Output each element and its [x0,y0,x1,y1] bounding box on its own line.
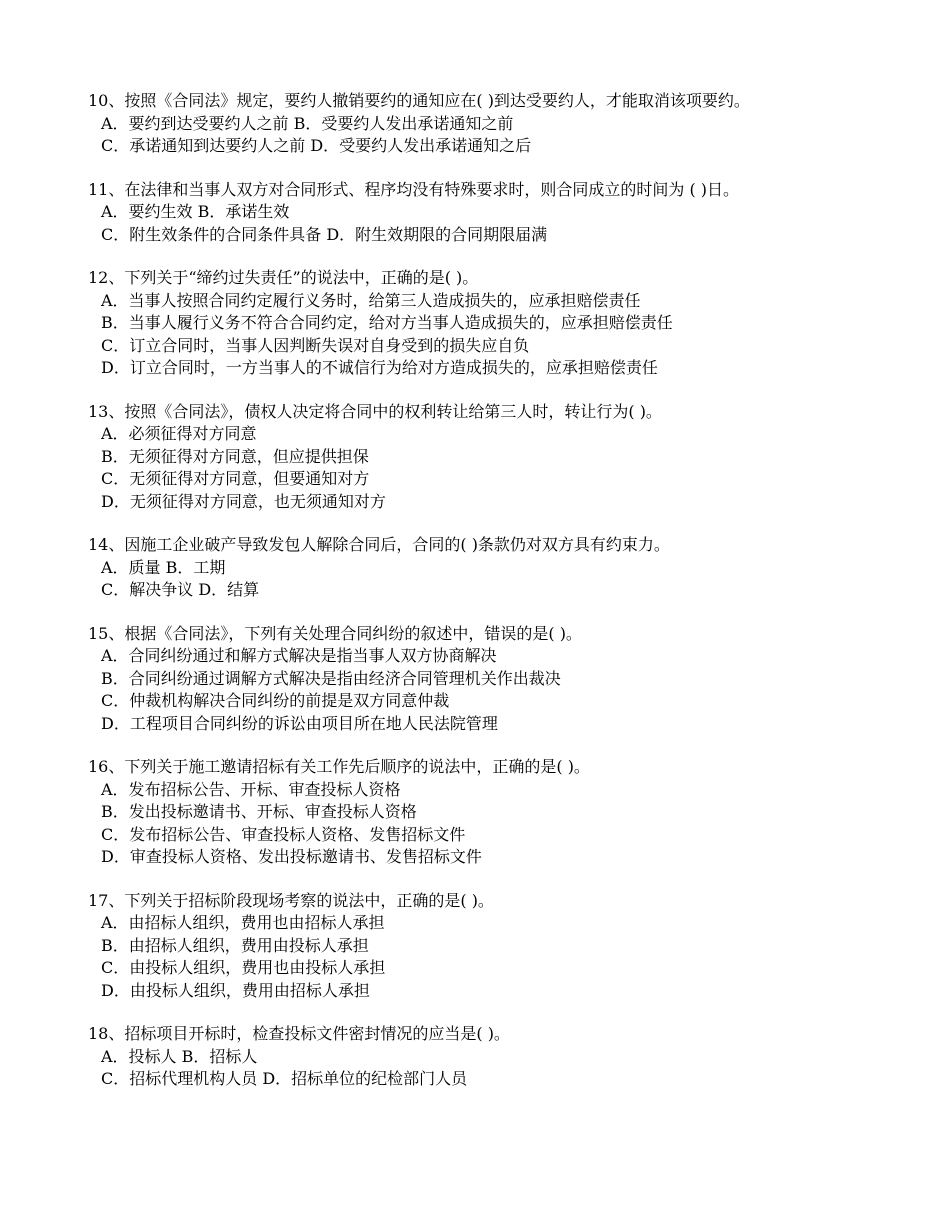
option-line: C．无须征得对方同意，但要通知对方 [101,469,370,488]
option-line: C．仲裁机构解决合同纠纷的前提是双方同意仲裁 [101,691,450,710]
option-line: B．发出投标邀请书、开标、审查投标人资格 [101,802,417,821]
question-stem: 12、下列关于“缔约过失责任”的说法中，正确的是( )。 [88,268,479,287]
option-line: A．质量 B．工期 [101,557,226,577]
question-list [88,90,928,1112]
option-line: C．由投标人组织，费用也由投标人承担 [101,958,386,977]
option-line: C．承诺通知到达要约人之前 D．受要约人发出承诺通知之后 [101,136,532,155]
option-line: C．解决争议 D．结算 [101,580,260,599]
option-line: B．合同纠纷通过调解方式解决是指由经济合同管理机关作出裁决 [101,668,561,688]
option-line: D．无须征得对方同意，也无须通知对方 [101,491,386,511]
question-13 [88,401,928,514]
option-line: A．当事人按照合同约定履行义务时，给第三人造成损失的，应承担赔偿责任 [101,290,641,310]
question-stem: 18、招标项目开标时，检查投标文件密封情况的应当是( )。 [88,1024,510,1043]
option-line: C．订立合同时，当事人因判断失误对自身受到的损失应自负 [101,335,530,355]
question-stem: 11、在法律和当事人双方对合同形式、程序均没有特殊要求时，则合同成立的时间为 ( )日。 [88,179,740,199]
question-16 [88,756,928,869]
option-line: A．由招标人组织，费用也由招标人承担 [101,913,385,932]
question-15 [88,623,928,736]
option-line: A．要约生效 B．承诺生效 [101,202,290,221]
question-14 [88,534,928,602]
option-line: D．审查投标人资格、发出投标邀请书、发售招标文件 [101,847,482,866]
question-stem: 13、按照《合同法》，债权人决定将合同中的权利转让给第三人时，转让行为( )。 [88,401,662,421]
option-line: B．无须征得对方同意，但应提供担保 [101,446,369,466]
question-11 [88,179,928,247]
option-line: C．附生效条件的合同条件具备 D．附生效期限的合同期限届满 [101,224,548,244]
question-17 [88,890,928,1003]
question-12 [88,267,928,380]
question-stem: 15、根据《合同法》，下列有关处理合同纠纷的叙述中，错误的是( )。 [88,623,582,643]
option-line: D．订立合同时，一方当事人的不诚信行为给对方造成损失的，应承担赔偿责任 [101,358,658,377]
option-line: D．工程项目合同纠纷的诉讼由项目所在地人民法院管理 [101,713,498,733]
question-stem: 16、下列关于施工邀请招标有关工作先后顺序的说法中，正确的是( )。 [88,757,590,776]
option-line: A．发布招标公告、开标、审查投标人资格 [101,779,401,799]
option-line: A．要约到达受要约人之前 B．受要约人发出承诺通知之前 [101,113,514,133]
question-18 [88,1023,928,1091]
option-line: A．合同纠纷通过和解方式解决是指当事人双方协商解决 [101,646,497,665]
option-line: C．发布招标公告、审查投标人资格、发售招标文件 [101,824,466,844]
option-line: A．必须征得对方同意 [101,424,257,443]
option-line: A．投标人 B．招标人 [101,1046,258,1066]
option-line: B．当事人履行义务不符合合同约定，给对方当事人造成损失的，应承担赔偿责任 [101,313,673,332]
question-stem: 10、按照《合同法》规定，要约人撤销要约的通知应在( )到达受要约人，才能取消该项要约。 [88,91,750,110]
option-line: C．招标代理机构人员 D．招标单位的纪检部门人员 [101,1069,468,1088]
option-line: B．由招标人组织，费用由投标人承担 [101,935,369,955]
question-10 [88,90,928,158]
question-stem: 17、下列关于招标阶段现场考察的说法中，正确的是( )。 [88,890,494,910]
option-line: D．由投标人组织，费用由招标人承担 [101,980,370,1000]
question-stem: 14、因施工企业破产导致发包人解除合同后，合同的( )条款仍对双方具有约束力。 [88,535,670,554]
